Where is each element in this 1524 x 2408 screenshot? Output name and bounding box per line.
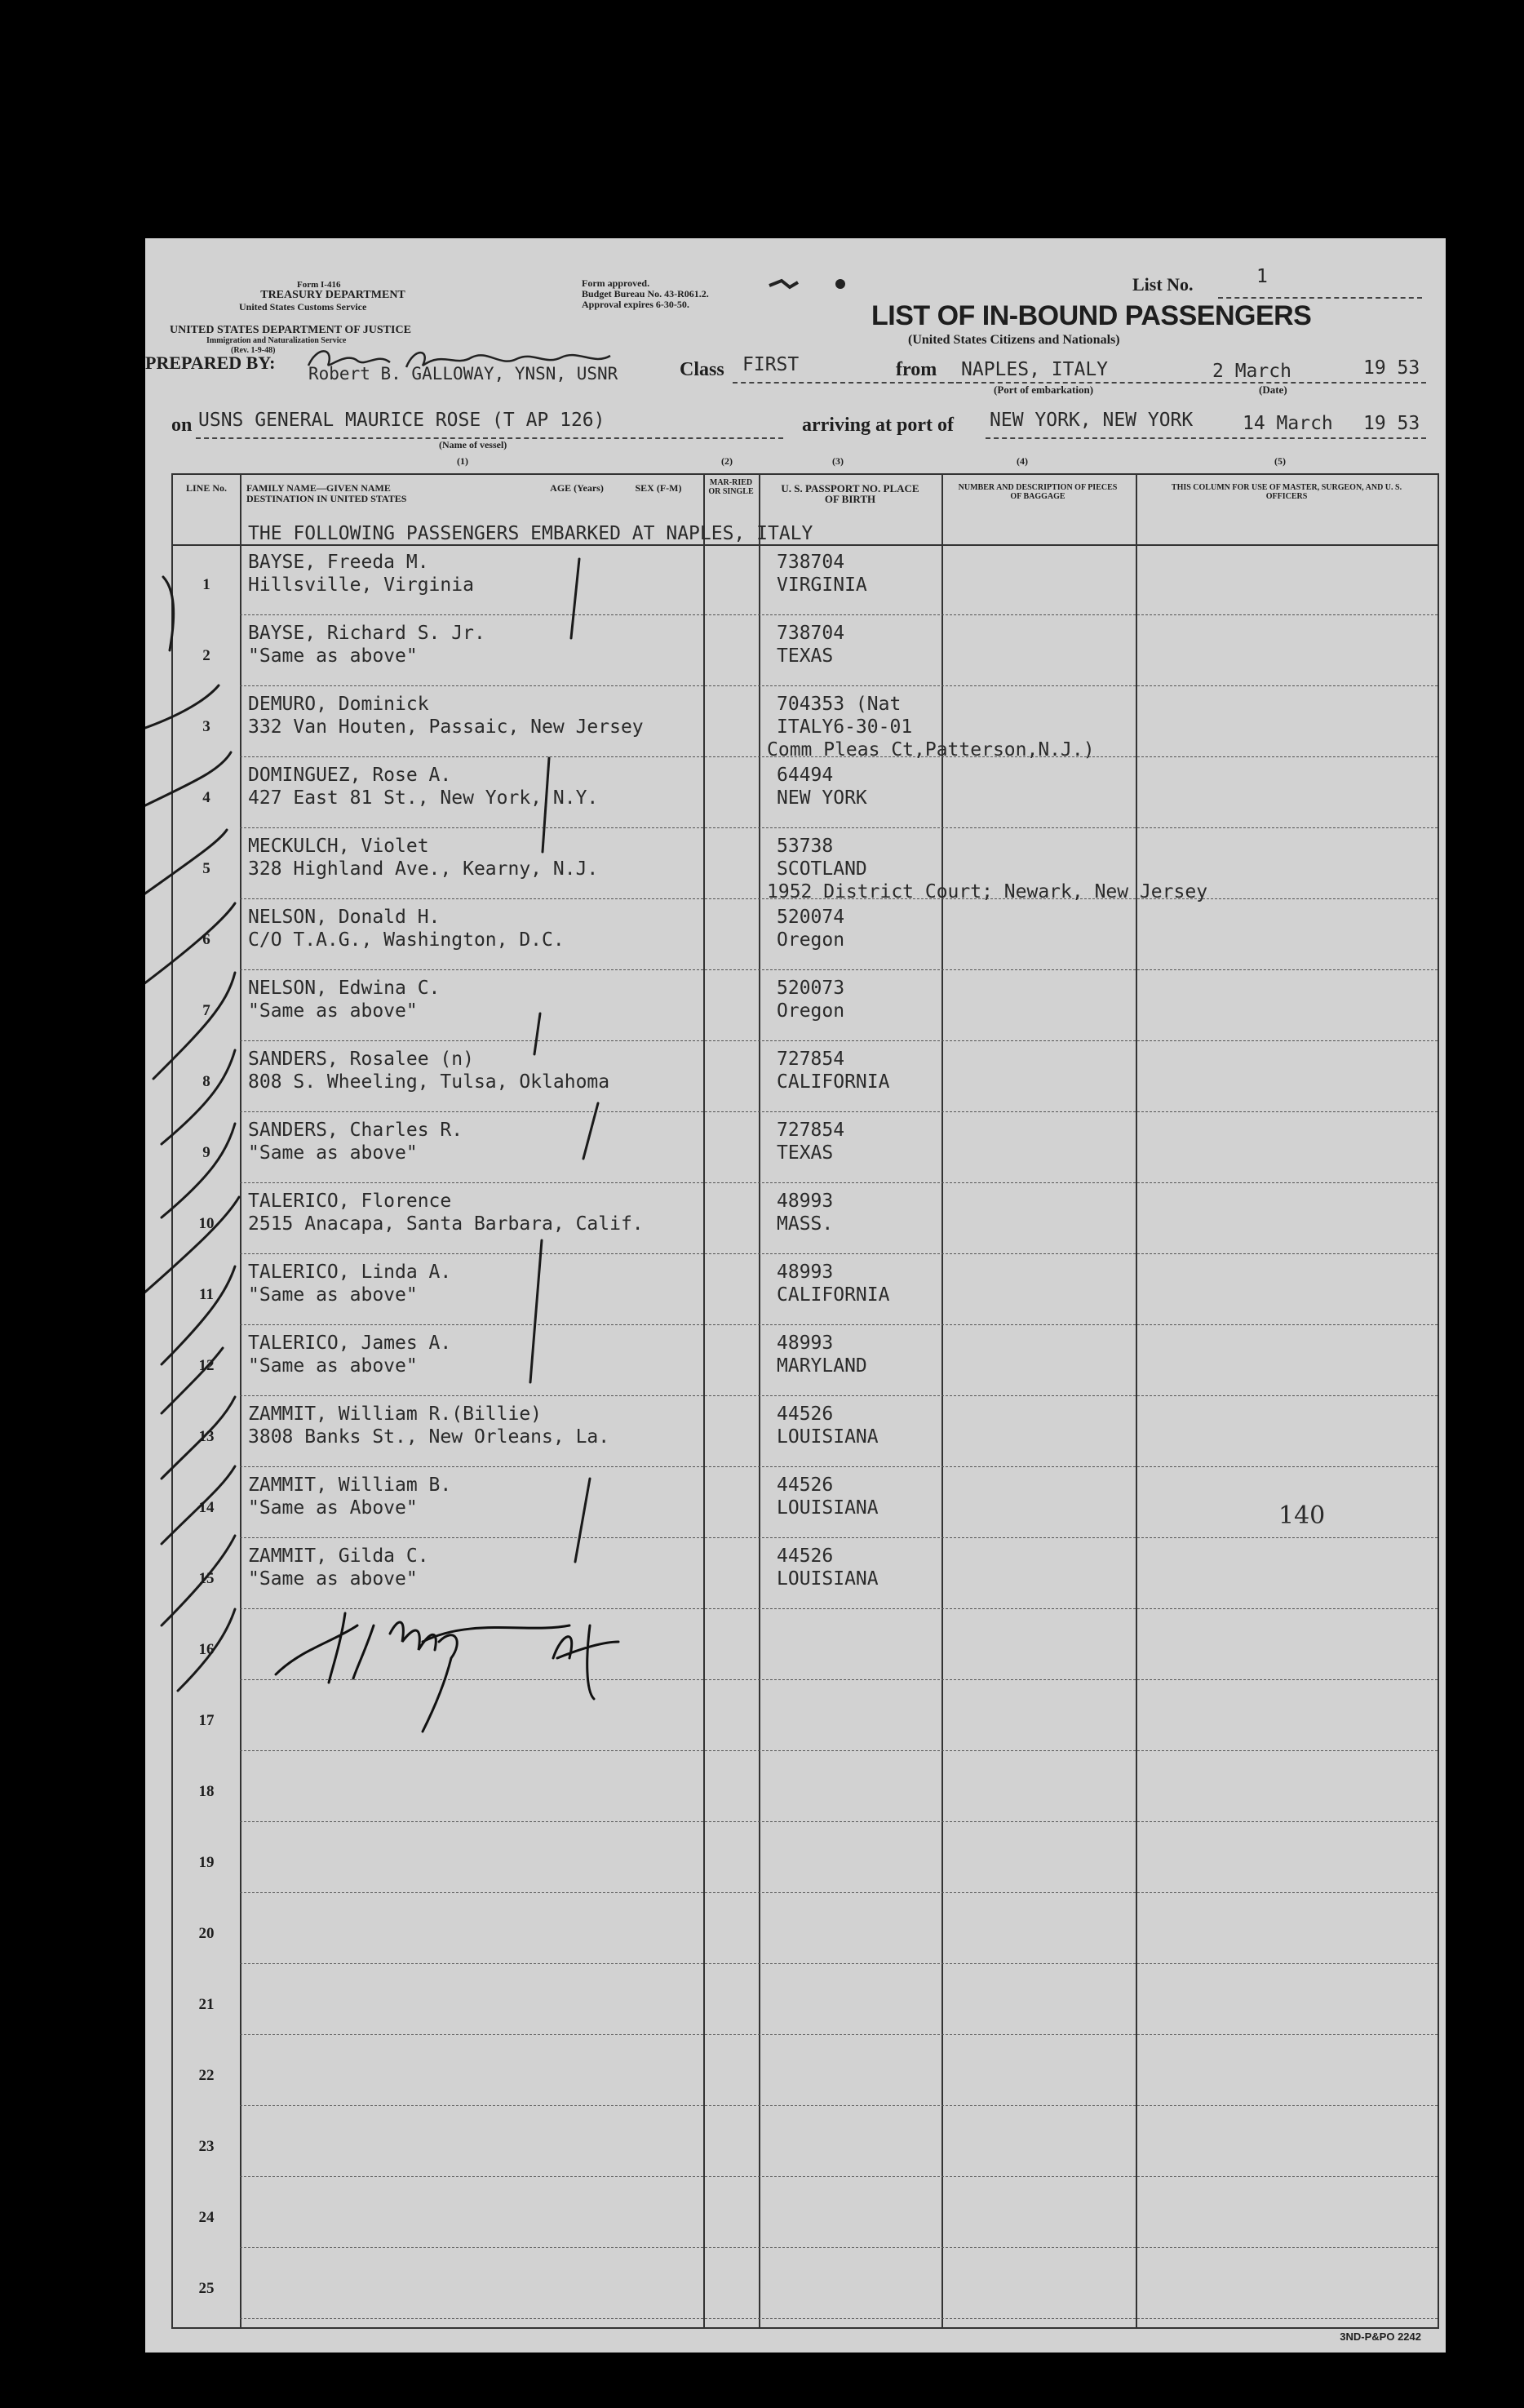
passenger-name: BAYSE, Freeda M.	[248, 552, 429, 573]
passenger-name: NELSON, Donald H.	[248, 907, 441, 928]
passenger-name: TALERICO, Linda A.	[248, 1262, 452, 1283]
passport-number: 520073	[777, 978, 845, 999]
passenger-name: TALERICO, James A.	[248, 1333, 452, 1354]
arrival-year: 19 53	[1363, 413, 1420, 434]
place-of-birth: CALIFORNIA	[777, 1071, 890, 1093]
line-number: 7	[202, 1002, 210, 1019]
col-line-no: LINE No.	[185, 482, 227, 494]
passenger-destination: "Same as above"	[248, 1284, 418, 1306]
passport-number: 704353 (Nat	[777, 694, 902, 715]
col-num-1: (1)	[457, 455, 468, 467]
preparer-name: Robert B. GALLOWAY, YNSN, USNR	[308, 364, 618, 384]
place-of-birth: SCOTLAND	[777, 858, 867, 880]
customs-service: United States Customs Service	[239, 301, 367, 313]
line-number: 19	[198, 1854, 215, 1871]
list-no: 1	[1256, 266, 1268, 287]
line-number: 2	[202, 647, 210, 664]
passenger-destination: "Same as Above"	[248, 1497, 418, 1519]
col-age: AGE (Years)	[550, 482, 604, 494]
col-passport: U. S. PASSPORT NO. PLACE OF BIRTH	[781, 482, 919, 505]
passenger-name: MECKULCH, Violet	[248, 836, 429, 857]
passport-number: 53738	[777, 836, 834, 857]
port-embarkation: NAPLES, ITALY	[961, 359, 1109, 380]
manifest-page	[145, 238, 1446, 2353]
form-revision: (Rev. 1-9-48)	[231, 346, 276, 355]
naturalization-note: Comm Pleas Ct,Patterson,N.J.)	[767, 739, 1095, 761]
naturalization-note: 1952 District Court; Newark, New Jersey	[767, 881, 1208, 902]
passenger-destination: C/O T.A.G., Washington, D.C.	[248, 929, 565, 951]
departure-date: 2 March	[1212, 361, 1291, 382]
class-value: FIRST	[742, 354, 800, 375]
place-of-birth: VIRGINIA	[777, 574, 867, 596]
print-code: 3ND-P&PO 2242	[1340, 2330, 1421, 2343]
line-number: 5	[202, 860, 210, 877]
passport-number: 48993	[777, 1191, 834, 1212]
place-of-birth: MASS.	[777, 1213, 834, 1235]
port-arrival: NEW YORK, NEW YORK	[990, 410, 1194, 431]
line-number: 15	[198, 1570, 215, 1587]
passenger-destination: "Same as above"	[248, 1568, 418, 1590]
col-baggage: NUMBER AND DESCRIPTION OF PIECES OF BAGGAGE	[958, 483, 1118, 501]
place-of-birth: TEXAS	[777, 1142, 834, 1164]
binder-hole	[90, 420, 131, 461]
passenger-name: NELSON, Edwina C.	[248, 978, 441, 999]
line-number: 9	[202, 1144, 210, 1161]
approval-expiry: Approval expires 6-30-50.	[582, 299, 689, 310]
passenger-name: SANDERS, Rosalee (n)	[248, 1049, 474, 1070]
place-of-birth: LOUISIANA	[777, 1568, 879, 1590]
line-number: 4	[202, 789, 210, 806]
passport-number: 48993	[777, 1262, 834, 1283]
place-of-birth: LOUISIANA	[777, 1497, 879, 1519]
col-officers: THIS COLUMN FOR USE OF MASTER, SURGEON, AND U. S. OFFICERS	[1171, 483, 1402, 501]
line-number: 20	[198, 1925, 215, 1942]
passport-number: 44526	[777, 1475, 834, 1496]
passport-number: 738704	[777, 552, 845, 573]
document-subtitle: (United States Citizens and Nationals)	[908, 333, 1120, 347]
class-label: Class	[680, 359, 724, 380]
binder-hole	[90, 1775, 131, 1816]
passport-number: 727854	[777, 1049, 845, 1070]
col-married: MAR-RIED OR SINGLE	[708, 478, 754, 496]
passenger-destination: 427 East 81 St., New York, N.Y.	[248, 787, 599, 809]
prepared-by-label: PREPARED BY:	[145, 353, 276, 373]
line-number: 16	[198, 1641, 215, 1658]
binder-hole	[90, 1440, 131, 1481]
binder-hole	[90, 1901, 131, 1942]
list-no-label: List No.	[1132, 274, 1194, 295]
form-approved: Form approved.	[582, 277, 650, 289]
treasury-dept: TREASURY DEPARTMENT	[260, 289, 405, 301]
col-num-4: (4)	[1017, 455, 1028, 467]
line-number: 8	[202, 1073, 210, 1090]
passenger-name: DEMURO, Dominick	[248, 694, 429, 715]
line-number: 1	[202, 576, 210, 593]
arriving-label: arriving at port of	[802, 415, 954, 436]
passenger-destination: "Same as above"	[248, 1000, 418, 1022]
col-name-dest: FAMILY NAME—GIVEN NAME DESTINATION IN UNITED STATES	[246, 482, 407, 504]
passenger-destination: 3808 Banks St., New Orleans, La.	[248, 1426, 610, 1448]
line-number: 14	[198, 1499, 215, 1516]
col-sex: SEX (F-M)	[635, 482, 682, 494]
passenger-destination: 808 S. Wheeling, Tulsa, Oklahoma	[248, 1071, 610, 1093]
line-number: 3	[202, 718, 210, 735]
line-number: 10	[198, 1215, 215, 1232]
passenger-destination: Hillsville, Virginia	[248, 574, 474, 596]
passport-number: 44526	[777, 1404, 834, 1425]
on-label: on	[171, 415, 193, 436]
passenger-name: TALERICO, Florence	[248, 1191, 452, 1212]
date-caption: (Date)	[1259, 384, 1287, 396]
form-number: Form I-416	[297, 280, 341, 290]
arrival-date: 14 March	[1243, 413, 1333, 434]
passenger-name: ZAMMIT, William B.	[248, 1475, 452, 1496]
vessel-name: USNS GENERAL MAURICE ROSE (T AP 126)	[198, 410, 605, 431]
passport-number: 64494	[777, 765, 834, 786]
line-number: 21	[198, 1996, 215, 2013]
budget-bureau: Budget Bureau No. 43-R061.2.	[582, 288, 709, 299]
officer-note: 140	[1278, 1501, 1326, 1530]
col-num-5: (5)	[1274, 455, 1286, 467]
line-number: 17	[198, 1712, 215, 1729]
place-of-birth: ITALY6-30-01	[777, 716, 913, 738]
place-of-birth: NEW YORK	[777, 787, 867, 809]
vessel-caption: (Name of vessel)	[439, 439, 507, 450]
passenger-destination: "Same as above"	[248, 1142, 418, 1164]
line-number: 24	[198, 2209, 215, 2226]
passenger-name: BAYSE, Richard S. Jr.	[248, 623, 485, 644]
document-title: LIST OF IN-BOUND PASSENGERS	[871, 300, 1312, 331]
line-number: 25	[198, 2280, 215, 2297]
col-num-2: (2)	[721, 455, 733, 467]
place-of-birth: Oregon	[777, 1000, 845, 1022]
passenger-table	[171, 473, 1439, 2329]
place-of-birth: TEXAS	[777, 645, 834, 667]
passport-number: 44526	[777, 1545, 834, 1567]
passenger-destination: 328 Highland Ave., Kearny, N.J.	[248, 858, 599, 880]
passenger-destination: 2515 Anacapa, Santa Barbara, Calif.	[248, 1213, 644, 1235]
binder-hole	[90, 839, 131, 880]
from-label: from	[896, 359, 937, 380]
passenger-name: ZAMMIT, William R.(Billie)	[248, 1404, 543, 1425]
passenger-name: ZAMMIT, Gilda C.	[248, 1545, 429, 1567]
binder-hole	[90, 294, 131, 335]
justice-dept: UNITED STATES DEPARTMENT OF JUSTICE	[170, 324, 411, 336]
passport-number: 48993	[777, 1333, 834, 1354]
place-of-birth: CALIFORNIA	[777, 1284, 890, 1306]
passenger-destination: "Same as above"	[248, 645, 418, 667]
line-number: 11	[199, 1286, 214, 1303]
binder-hole	[90, 712, 131, 753]
passport-number: 738704	[777, 623, 845, 644]
port-caption: (Port of embarkation)	[994, 384, 1094, 396]
passenger-name: DOMINGUEZ, Rose A.	[248, 765, 452, 786]
line-number: 12	[198, 1357, 215, 1374]
line-number: 18	[198, 1783, 215, 1800]
passenger-name: SANDERS, Charles R.	[248, 1120, 463, 1141]
line-number: 6	[202, 931, 210, 948]
place-of-birth: Oregon	[777, 929, 845, 951]
ins-service: Immigration and Naturalization Service	[206, 336, 347, 345]
line-number: 22	[198, 2067, 215, 2084]
col-num-3: (3)	[832, 455, 844, 467]
place-of-birth: MARYLAND	[777, 1355, 867, 1377]
passport-number: 520074	[777, 907, 845, 928]
passenger-destination: 332 Van Houten, Passaic, New Jersey	[248, 716, 644, 738]
line-number: 13	[198, 1428, 215, 1445]
passenger-destination: "Same as above"	[248, 1355, 418, 1377]
stamp-mark	[765, 271, 863, 295]
departure-year: 19 53	[1363, 357, 1420, 379]
place-of-birth: LOUISIANA	[777, 1426, 879, 1448]
passport-number: 727854	[777, 1120, 845, 1141]
line-number: 23	[198, 2138, 215, 2155]
embarked-note: THE FOLLOWING PASSENGERS EMBARKED AT NAPLES, ITALY	[248, 523, 813, 544]
